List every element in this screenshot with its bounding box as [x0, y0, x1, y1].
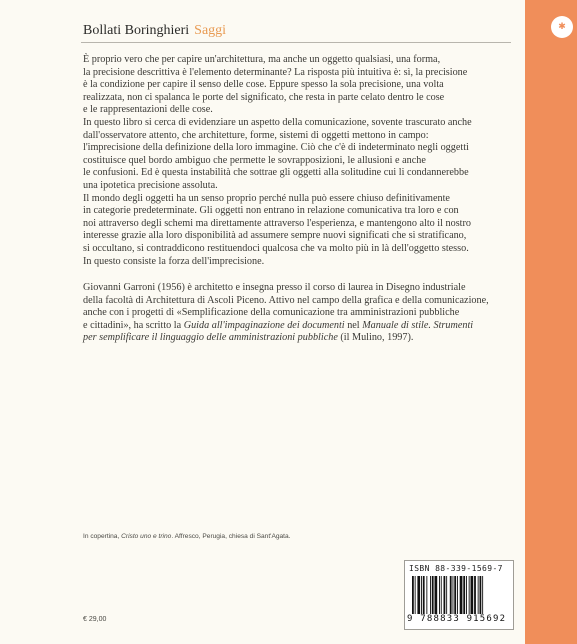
barcode-bar — [480, 576, 482, 614]
barcode-bar — [412, 576, 414, 614]
barcode-icon — [411, 576, 507, 614]
barcode-bar — [423, 576, 425, 614]
description-paragraph — [83, 54, 513, 268]
barcode-bar — [426, 576, 427, 614]
text-line: Giovanni Garroni (1956) è architetto e insegna presso il corso di laurea in Disegno industriale — [83, 282, 466, 294]
book-title-italic: per semplificare il linguaggio delle amministrazioni pubbliche — [83, 332, 338, 344]
text-line: si occultano, si contraddicono restituendoci qualcosa che va molto più in là dell'oggetto stesso. — [83, 242, 469, 254]
barcode-bar — [471, 576, 474, 614]
book-title-italic: Manuale di stile. Strumenti — [362, 319, 474, 331]
text-fragment: (il Mulino, 1997). — [337, 332, 414, 344]
barcode-bar — [421, 576, 422, 614]
text-fragment: e cittadini», ha scritto la — [83, 319, 184, 331]
text-line: in categorie predeterminate. Gli oggetti non entrano in relazione comunicativa tra loro e con — [83, 205, 459, 217]
barcode-bar — [466, 576, 467, 614]
author-bio — [83, 282, 513, 345]
text-line: In questo consiste la forza dell'imprecisione. — [83, 255, 265, 267]
barcode-bar — [460, 576, 463, 614]
barcode-panel — [404, 560, 514, 630]
barcode-bar — [454, 576, 456, 614]
text-line: È proprio vero che per capire un'architettura, ma anche un oggetto qualsiasi, una forma, — [83, 54, 441, 65]
text-line: noi attraverso degli schemi ma direttamente attraverso l'esperienza, e mantengono alto il nostro — [83, 217, 471, 229]
series-name: Saggi — [194, 23, 227, 38]
barcode-bar — [417, 576, 420, 614]
cover-spine-band — [525, 0, 577, 644]
text-line: Il mondo degli oggetti ha un senso proprio perché nulla può essere chiuso definitivamente — [83, 192, 450, 204]
text-line: anche con i progetti di «Semplificazione della comunicazione tra amministrazioni pubbliche — [83, 307, 460, 319]
barcode-bar — [435, 576, 438, 614]
text-line — [83, 332, 513, 345]
publisher-name: Bollati Boringhieri — [83, 23, 190, 38]
caption-suffix: . Affresco, Perugia, chiesa di Sant'Agata. — [171, 533, 291, 540]
barcode-bar — [478, 576, 479, 614]
text-line: In questo libro si cerca di evidenziare un aspetto della comunicazione, sovente trascurato anche — [83, 116, 472, 128]
cover-header — [83, 23, 226, 39]
barcode-bar — [482, 576, 483, 614]
ean-digits: 9 788833 915692 — [407, 614, 507, 624]
caption-artwork-title: Cristo uno e trino — [121, 533, 172, 540]
text-line: e le rappresentazioni delle cose. — [83, 104, 213, 116]
barcode-bar — [469, 576, 470, 614]
text-line: è la condizione per capire il senso delle cose. Eppure spesso la sola precisione, una volta — [83, 79, 444, 91]
text-line — [83, 320, 513, 333]
barcode-bar — [446, 576, 447, 614]
book-title-italic: Guida all'impaginazione dei documenti — [183, 319, 345, 331]
barcode-bar — [432, 576, 434, 614]
barcode-bar — [474, 576, 476, 614]
text-line: costituisce quel bordo ambiguo che permette le sovrapposizioni, le allusioni e anche — [83, 154, 426, 166]
text-line: le confusioni. Ed è questa instabilità che sottrae gli oggetti alla solitudine cui li condannerebbe — [83, 167, 469, 179]
text-line: una ipotetica precisione assoluta. — [83, 179, 218, 191]
caption-prefix: In copertina, — [83, 533, 122, 540]
cover-caption — [83, 533, 291, 540]
text-line: interesse grazie alla loro disponibilità ad assumere sempre nuovi significati che si stratificano, — [83, 230, 467, 242]
barcode-bar — [444, 576, 446, 614]
barcode-bar — [415, 576, 416, 614]
barcode-bar — [453, 576, 454, 614]
publisher-logo-icon: ✱ — [551, 16, 573, 38]
blurb-text — [83, 54, 513, 345]
header-divider — [81, 42, 511, 43]
barcode-bar — [457, 576, 458, 614]
text-line: dall'osservatore attento, che architetture, forme, sistemi di oggetti mettono in campo: — [83, 129, 429, 141]
barcode-bar — [441, 576, 442, 614]
text-line: la precisione descrittiva è l'elemento determinante? La risposta più intuitiva è: sì, la precisione — [83, 66, 468, 78]
text-line: realizzata, non ci spalanca le porte del significato, che resta in parte celato dentro le cose — [83, 91, 445, 103]
barcode-bar — [439, 576, 440, 614]
text-fragment: nel — [344, 319, 363, 331]
barcode-bar — [450, 576, 452, 614]
price-label: € 29,00 — [83, 616, 107, 623]
barcode-bar — [463, 576, 465, 614]
text-line: della facoltà di Architettura di Ascoli Piceno. Attivo nel campo della grafica e della comunicazione, — [83, 294, 489, 306]
text-line: l'imprecisione della definizione della loro immagine. Ciò che c'è di indeterminato negli oggetti — [83, 142, 469, 154]
isbn-label: ISBN 88-339-1569-7 — [409, 564, 503, 573]
barcode-bar — [430, 576, 431, 614]
